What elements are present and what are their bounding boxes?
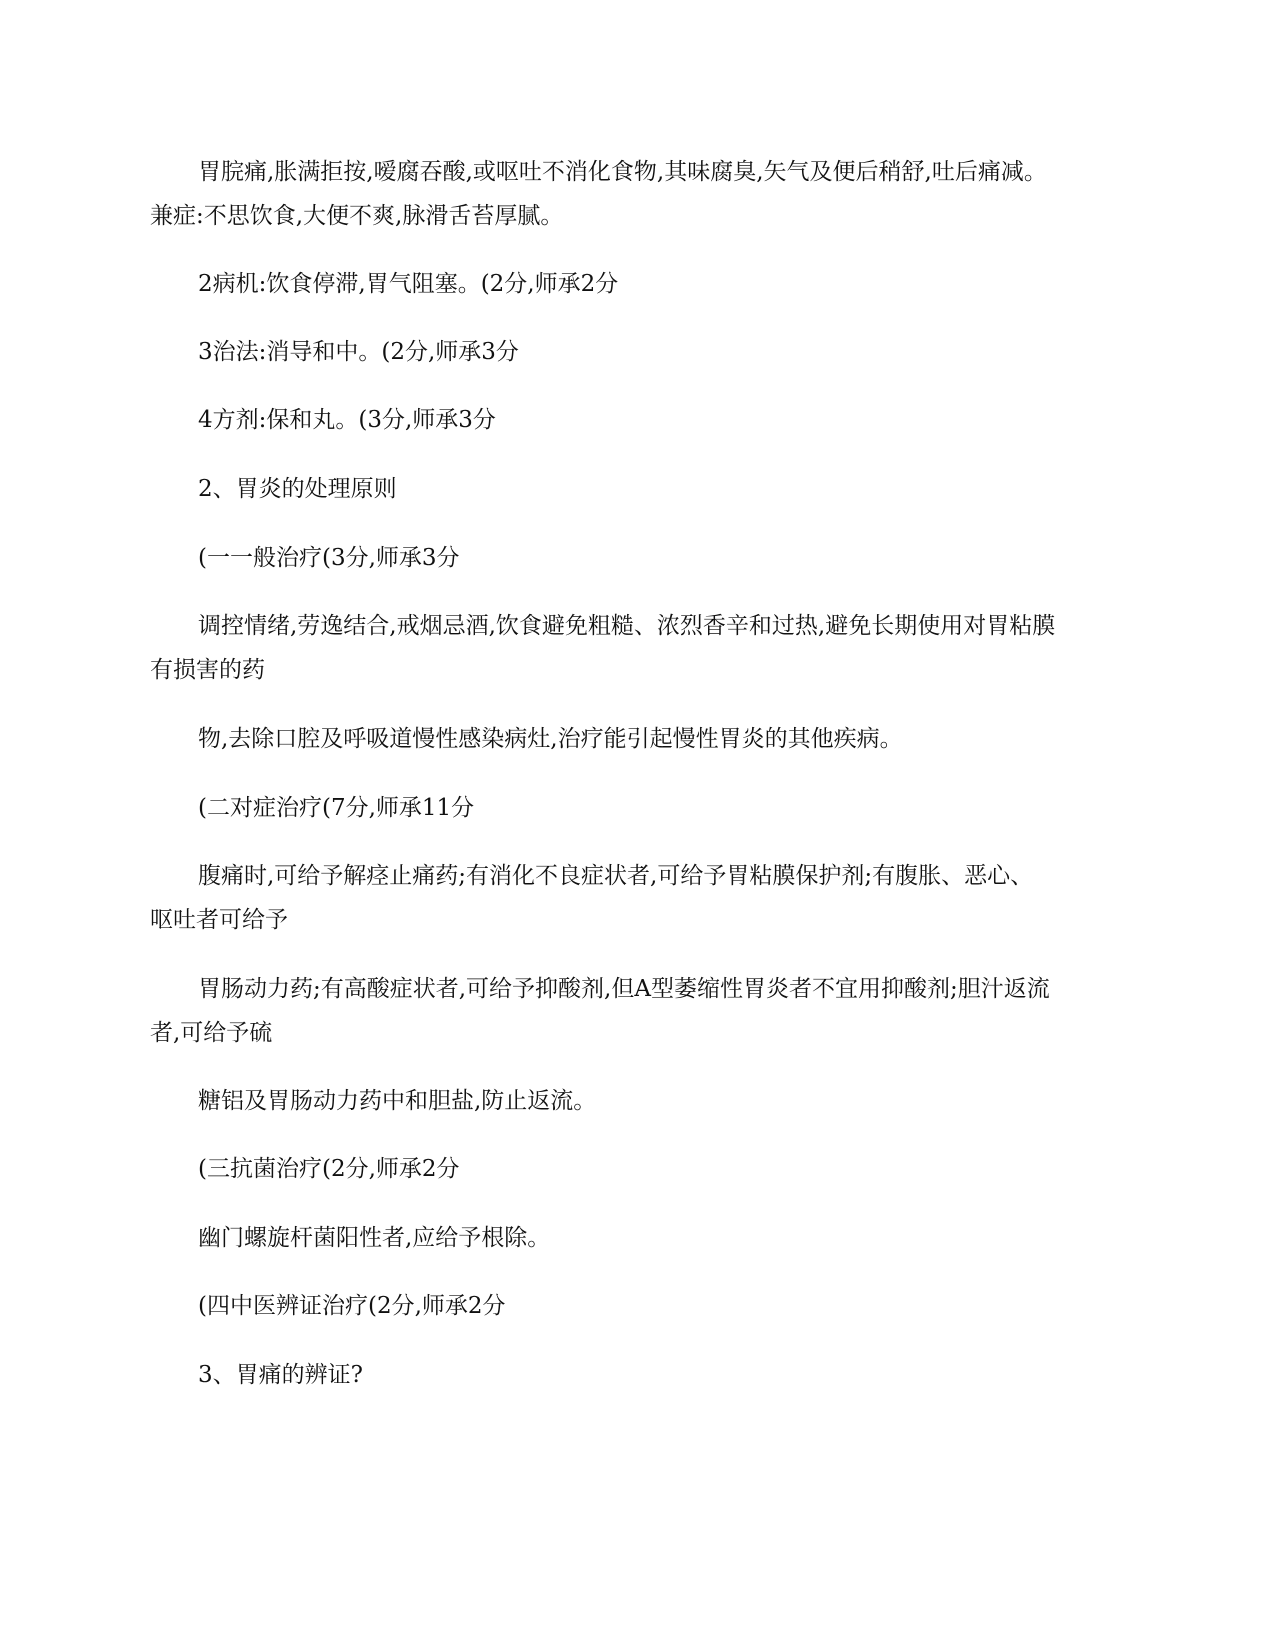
text-line: (一一般治疗(3分,师承3分 — [198, 545, 460, 571]
text-line: 兼症:不思饮食,大便不爽,脉滑舌苔厚腻。 — [150, 203, 564, 229]
text-line: 3治法:消导和中。(2分,师承3分 — [198, 339, 519, 365]
text-line: (二对症治疗(7分,师承11分 — [198, 795, 475, 821]
paragraph-prescription — [150, 398, 1110, 442]
paragraph-symptomatic-treatment-end — [150, 1079, 1110, 1123]
subheading-antibacterial-treatment — [150, 1147, 1110, 1191]
section-heading-gastritis-principles — [150, 467, 1110, 511]
paragraph-pathogenesis — [150, 262, 1110, 306]
text-line: 胃脘痛,胀满拒按,嗳腐吞酸,或呕吐不消化食物,其味腐臭,矢气及便后稍舒,吐后痛减。 — [198, 159, 1047, 185]
text-line: 胃肠动力药;有高酸症状者,可给予抑酸剂,但A型萎缩性胃炎者不宜用抑酸剂;胆汁返流 — [198, 976, 1050, 1002]
text-line: 2、胃炎的处理原则 — [198, 476, 397, 502]
text-line: (四中医辨证治疗(2分,师承2分 — [198, 1293, 506, 1319]
text-line: 调控情绪,劳逸结合,戒烟忌酒,饮食避免粗糙、浓烈香辛和过热,避免长期使用对胃粘膜 — [198, 613, 1056, 639]
paragraph-symptoms — [150, 150, 1110, 238]
paragraph-treatment-method — [150, 330, 1110, 374]
subheading-general-treatment — [150, 536, 1110, 580]
paragraph-symptomatic-treatment — [150, 854, 1110, 942]
text-line: 幽门螺旋杆菌阳性者,应给予根除。 — [198, 1225, 551, 1251]
paragraph-general-treatment — [150, 604, 1110, 692]
text-line: 有损害的药 — [150, 657, 265, 683]
text-line: 糖铝及胃肠动力药中和胆盐,防止返流。 — [198, 1088, 597, 1114]
text-line: 4方剂:保和丸。(3分,师承3分 — [198, 407, 496, 433]
text-line: 呕吐者可给予 — [150, 907, 288, 933]
text-line: 2病机:饮食停滞,胃气阻塞。(2分,师承2分 — [198, 271, 619, 297]
text-line: 者,可给予硫 — [150, 1020, 273, 1046]
paragraph-symptomatic-treatment-cont — [150, 967, 1110, 1055]
text-line: 物,去除口腔及呼吸道慢性感染病灶,治疗能引起慢性胃炎的其他疾病。 — [198, 726, 903, 752]
paragraph-antibacterial-treatment — [150, 1216, 1110, 1260]
paragraph-general-treatment-cont — [150, 717, 1110, 761]
text-line: 3、胃痛的辨证? — [198, 1362, 363, 1388]
text-line: (三抗菌治疗(2分,师承2分 — [198, 1156, 460, 1182]
subheading-symptomatic-treatment — [150, 786, 1110, 830]
section-heading-stomach-pain-differentiation — [150, 1353, 1110, 1397]
text-line: 腹痛时,可给予解痉止痛药;有消化不良症状者,可给予胃粘膜保护剂;有腹胀、恶心、 — [198, 863, 1034, 889]
subheading-tcm-treatment — [150, 1284, 1110, 1328]
